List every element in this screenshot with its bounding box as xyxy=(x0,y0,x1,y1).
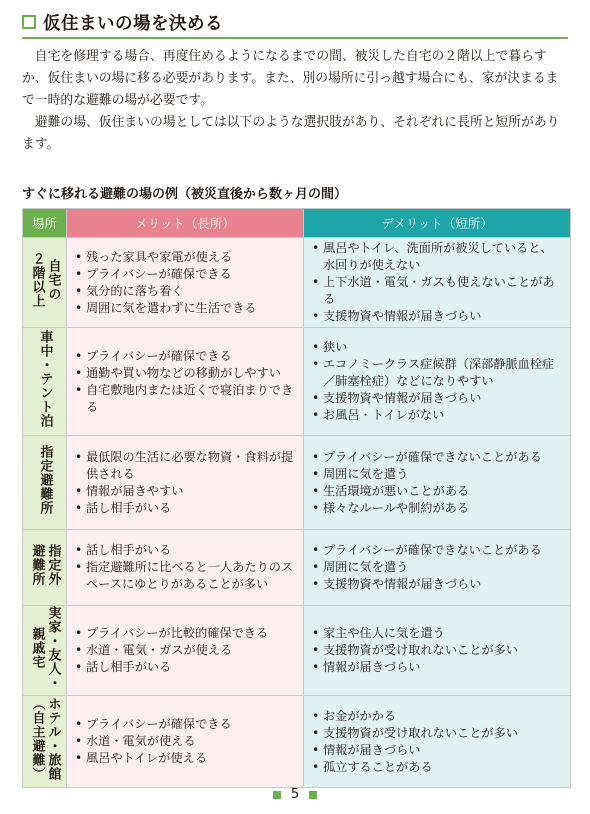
demerit-list xyxy=(312,339,564,424)
place-cell xyxy=(23,436,67,530)
place-label: 車中・テント泊 xyxy=(37,330,53,428)
demerit-item: • 風呂やトイレ、洗面所が被災していると、水回りが使えない xyxy=(312,240,564,274)
merit-list xyxy=(75,249,297,317)
demerit-list xyxy=(312,240,564,325)
demerit-item: • 支援物資や情報が届きづらい xyxy=(312,576,564,593)
header-demerit: デメリット（短所） xyxy=(304,209,571,238)
merit-item: • プライバシーが比較的確保できる xyxy=(75,625,297,642)
demerit-list xyxy=(312,449,564,517)
demerit-cell xyxy=(304,436,571,530)
intro-paragraph-1: 自宅を修理する場合、再度住めるようになるまでの間、被災した自宅の２階以上で暮らすか、仮住まいの場に移る必要があります。また、別の場所に引っ越す場合にも、家が決まるまで一時的な避難の場が必要です。 xyxy=(22,49,559,108)
merit-item: • プライバシーが確保できる xyxy=(75,266,297,283)
place-label: 指定外 避難所 xyxy=(29,544,61,586)
square-icon xyxy=(309,791,317,799)
merit-cell xyxy=(67,436,304,530)
section-heading xyxy=(22,11,568,39)
demerit-item: • プライバシーが確保できないことがある xyxy=(312,542,564,559)
table-row xyxy=(23,696,571,788)
table-header-row xyxy=(23,209,571,238)
place-cell xyxy=(23,328,67,436)
demerit-item: • お風呂・トイレがない xyxy=(312,407,564,424)
demerit-cell xyxy=(304,606,571,696)
merit-item: • 周囲に気を遣わずに生活できる xyxy=(75,300,297,317)
merit-cell xyxy=(67,328,304,436)
place-label: 実家・友人・ 親戚宅 xyxy=(29,606,61,690)
page-footer xyxy=(0,787,590,802)
demerit-item: • 生活環境が悪いことがある xyxy=(312,483,564,500)
place-label: ホテル・旅館 （自主避難） xyxy=(29,697,61,781)
merit-item: • 通勤や買い物などの移動がしやすい xyxy=(75,365,297,382)
merit-item: • 情報が届きやすい xyxy=(75,483,297,500)
place-cell xyxy=(23,238,67,328)
table-row xyxy=(23,238,571,328)
merit-item: • 気分的に落ち着く xyxy=(75,283,297,300)
merit-item: • 話し相手がいる xyxy=(75,500,297,517)
square-icon xyxy=(273,791,281,799)
checkbox-square-icon xyxy=(22,15,36,29)
demerit-item: • 支援物資や情報が届きづらい xyxy=(312,308,564,325)
demerit-list xyxy=(312,625,564,676)
demerit-item: • 孤立することがある xyxy=(312,759,564,776)
merit-cell xyxy=(67,530,304,606)
table-row xyxy=(23,328,571,436)
merit-item: • 話し相手がいる xyxy=(75,542,297,559)
merit-item: • プライバシーが確保できる xyxy=(75,348,297,365)
demerit-cell xyxy=(304,530,571,606)
merit-item: • 話し相手がいる xyxy=(75,659,297,676)
intro-text xyxy=(22,46,570,156)
merit-item: • 残った家具や家電が使える xyxy=(75,249,297,266)
table-title: すぐに移れる避難の場の例（被災直後から数ヶ月の間） xyxy=(22,187,348,202)
demerit-item: • 情報が届きづらい xyxy=(312,659,564,676)
merit-item: • 最低限の生活に必要な物資・食料が提供される xyxy=(75,449,297,483)
merit-cell xyxy=(67,238,304,328)
demerit-cell xyxy=(304,696,571,788)
merit-list xyxy=(75,449,297,517)
table-row xyxy=(23,606,571,696)
place-cell xyxy=(23,606,67,696)
demerit-cell xyxy=(304,238,571,328)
merit-cell xyxy=(67,606,304,696)
merit-list xyxy=(75,348,297,416)
merit-item: • 自宅敷地内または近くで寝泊まりできる xyxy=(75,382,297,416)
merit-list xyxy=(75,542,297,593)
demerit-item: • 情報が届きづらい xyxy=(312,742,564,759)
merit-list xyxy=(75,716,297,767)
demerit-item: • エコノミークラス症候群（深部静脈血栓症／肺塞栓症）などになりやすい xyxy=(312,356,564,390)
demerit-item: • 上下水道・電気・ガスも使えないことがある xyxy=(312,274,564,308)
demerit-item: • 支援物資が受け取れないことが多い xyxy=(312,642,564,659)
demerit-item: • 支援物資が受け取れないことが多い xyxy=(312,725,564,742)
demerit-item: • お金がかかる xyxy=(312,708,564,725)
merit-cell xyxy=(67,696,304,788)
demerit-item: • 家主や住人に気を遣う xyxy=(312,625,564,642)
merit-item: • 水道・電気が使える xyxy=(75,733,297,750)
place-label: 自宅の ２階以上 xyxy=(29,252,61,308)
demerit-item: • 支援物資や情報が届きづらい xyxy=(312,390,564,407)
page-number: 5 xyxy=(290,787,300,802)
demerit-item: • プライバシーが確保できないことがある xyxy=(312,449,564,466)
place-label: 指定避難所 xyxy=(37,445,53,515)
merit-item: • プライバシーが確保できる xyxy=(75,716,297,733)
intro-paragraph-2: 避難の場、仮住まいの場としては以下のような選択肢があり、それぞれに長所と短所があります。 xyxy=(22,115,560,152)
demerit-item: • 様々なルールや制約がある xyxy=(312,500,564,517)
merit-list xyxy=(75,625,297,676)
header-place: 場所 xyxy=(23,209,67,238)
demerit-item: • 周囲に気を遣う xyxy=(312,466,564,483)
merit-item: • 風呂やトイレが使える xyxy=(75,750,297,767)
shelter-options-table xyxy=(22,208,571,788)
merit-item: • 水道・電気・ガスが使える xyxy=(75,642,297,659)
place-cell xyxy=(23,530,67,606)
demerit-list xyxy=(312,708,564,776)
demerit-cell xyxy=(304,328,571,436)
demerit-item: • 周囲に気を遣う xyxy=(312,559,564,576)
table-row xyxy=(23,436,571,530)
header-merit: メリット（長所） xyxy=(67,209,304,238)
demerit-item: • 狭い xyxy=(312,339,564,356)
demerit-list xyxy=(312,542,564,593)
table-row xyxy=(23,530,571,606)
merit-item: • 指定避難所に比べると一人あたりのスペースにゆとりがあることが多い xyxy=(75,559,297,593)
place-cell xyxy=(23,696,67,788)
section-title: 仮住まいの場を決める xyxy=(43,13,223,34)
